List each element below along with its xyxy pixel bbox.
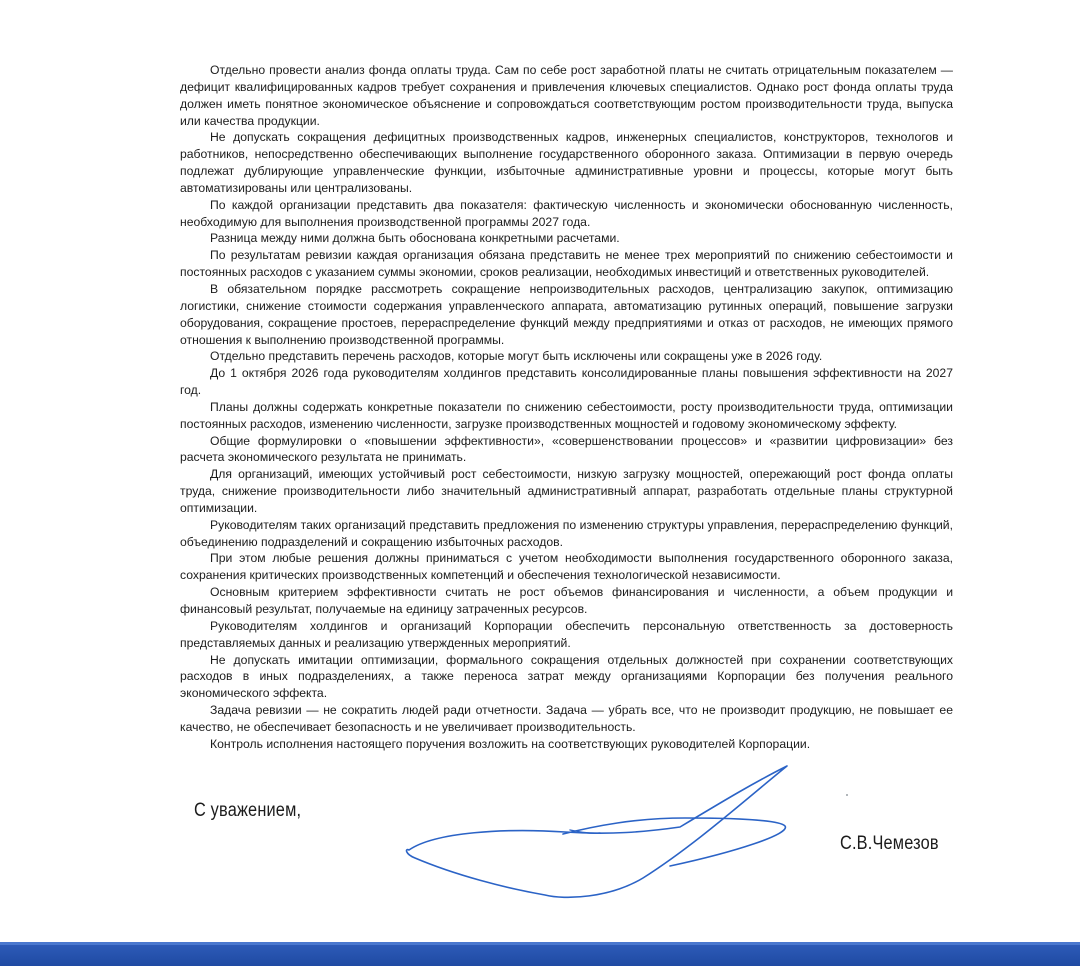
paragraph: Не допускать имитации оптимизации, формального сокращения отдельных должностей при сохранении соответствующих расходов в иных подразделениях, а также переноса затрат между организациями Корпорации без получения реального экономического эффекта. xyxy=(180,652,953,701)
paragraph: Руководителям таких организаций представить предложения по изменению структуры управления, перераспределению функций, объединению подразделений и сокращению избыточных расходов. xyxy=(180,517,953,549)
signer-name: С.В.Чемезов xyxy=(840,833,939,854)
paragraph: Отдельно представить перечень расходов, которые могут быть исключены или сокращены уже в 2026 году. xyxy=(210,349,823,364)
signature-stroke xyxy=(407,766,787,897)
paragraph: Не допускать сокращения дефицитных производственных кадров, инженерных специалистов, конструкторов, технологов и работников, непосредственно обеспечивающих выполнение государственного оборонного заказа. Оптимизации в первую очередь подлежат дублирующие управленческие функции, избыточные административные уровни и процессы, которые могут быть автоматизированы или централизованы. xyxy=(180,130,953,195)
paragraph: По каждой организации представить два показателя: фактическую численность и экономически обоснованную численность, необходимую для выполнения производственной программы 2027 года. xyxy=(180,197,953,229)
paragraph: Общие формулировки о «повышении эффективности», «совершенствовании процессов» и «развитии цифровизации» без расчета экономического результата не принимать. xyxy=(180,433,953,465)
footer-bar xyxy=(0,942,1080,966)
handwritten-signature xyxy=(395,760,815,905)
paragraph: Контроль исполнения настоящего поручения возложить на соответствующих руководителей Корпорации. xyxy=(210,736,811,751)
paragraph: До 1 октября 2026 года руководителям холдингов представить консолидированные планы повышения эффективности на 2027 год. xyxy=(180,366,953,398)
paragraph: По результатам ревизии каждая организация обязана представить не менее трех мероприятий по снижению себестоимости и постоянных расходов с указанием суммы экономии, сроков реализации, необходимых инвестиций и ответственных руководителей. xyxy=(180,248,953,280)
signature-stroke xyxy=(563,818,785,866)
paragraph: Задача ревизии — не сократить людей ради отчетности. Задача — убрать все, что не производит продукцию, не повышает ее качество, не обеспечивает безопасность и не увеличивает производительность. xyxy=(180,703,953,734)
paragraph: Разница между ними должна быть обоснована конкретными расчетами. xyxy=(210,231,620,246)
paragraph: Основным критерием эффективности считать не рост объемов финансирования и численности, а объем продукции и финансовый результат, получаемые на единицу затраченных ресурсов. xyxy=(180,585,953,616)
paragraph: Планы должны содержать конкретные показатели по снижению себестоимости, росту производительности труда, оптимизации постоянных расходов, изменению численности, загрузке производственных мощностей и годовому экономическому эффекту. xyxy=(180,399,953,431)
paragraph: Для организаций, имеющих устойчивый рост себестоимости, низкую загрузку мощностей, опережающий рост фонда оплаты труда, снижение производительности либо значительный административный аппарат, разработать отдельные планы структурной оптимизации. xyxy=(180,467,953,515)
paragraph: Отдельно провести анализ фонда оплаты труда. Сам по себе рост заработной платы не считать отрицательным показателем — дефицит квалифицированных кадров требует сохранения и привлечения ключевых специалистов. Однако рост фонда оплаты труда должен иметь понятное экономическое объяснение и сопровождаться соответствующим ростом производительности труда, выпуска или качества продукции. xyxy=(180,63,953,128)
paragraph: Руководителям холдингов и организаций Корпорации обеспечить персональную ответственность за достоверность представляемых данных и реализацию утвержденных мероприятий. xyxy=(180,618,953,650)
paragraph: При этом любые решения должны приниматься с учетом необходимости выполнения государственного оборонного заказа, сохранения критических производственных компетенций и обеспечения технологической независимости. xyxy=(180,551,953,583)
paragraph: В обязательном порядке рассмотреть сокращение непроизводительных расходов, централизацию закупок, оптимизацию логистики, снижение стоимости содержания управленческого аппарата, автоматизацию рутинных операций, повышение загрузки оборудования, сокращение простоев, перераспределение функций между предприятиями и отказ от расходов, не имеющих прямого отношения к выполнению производственной программы. xyxy=(180,281,953,347)
closing-salutation: С уважением, xyxy=(194,800,302,821)
ink-dot xyxy=(846,794,848,796)
letter-body xyxy=(180,62,953,753)
